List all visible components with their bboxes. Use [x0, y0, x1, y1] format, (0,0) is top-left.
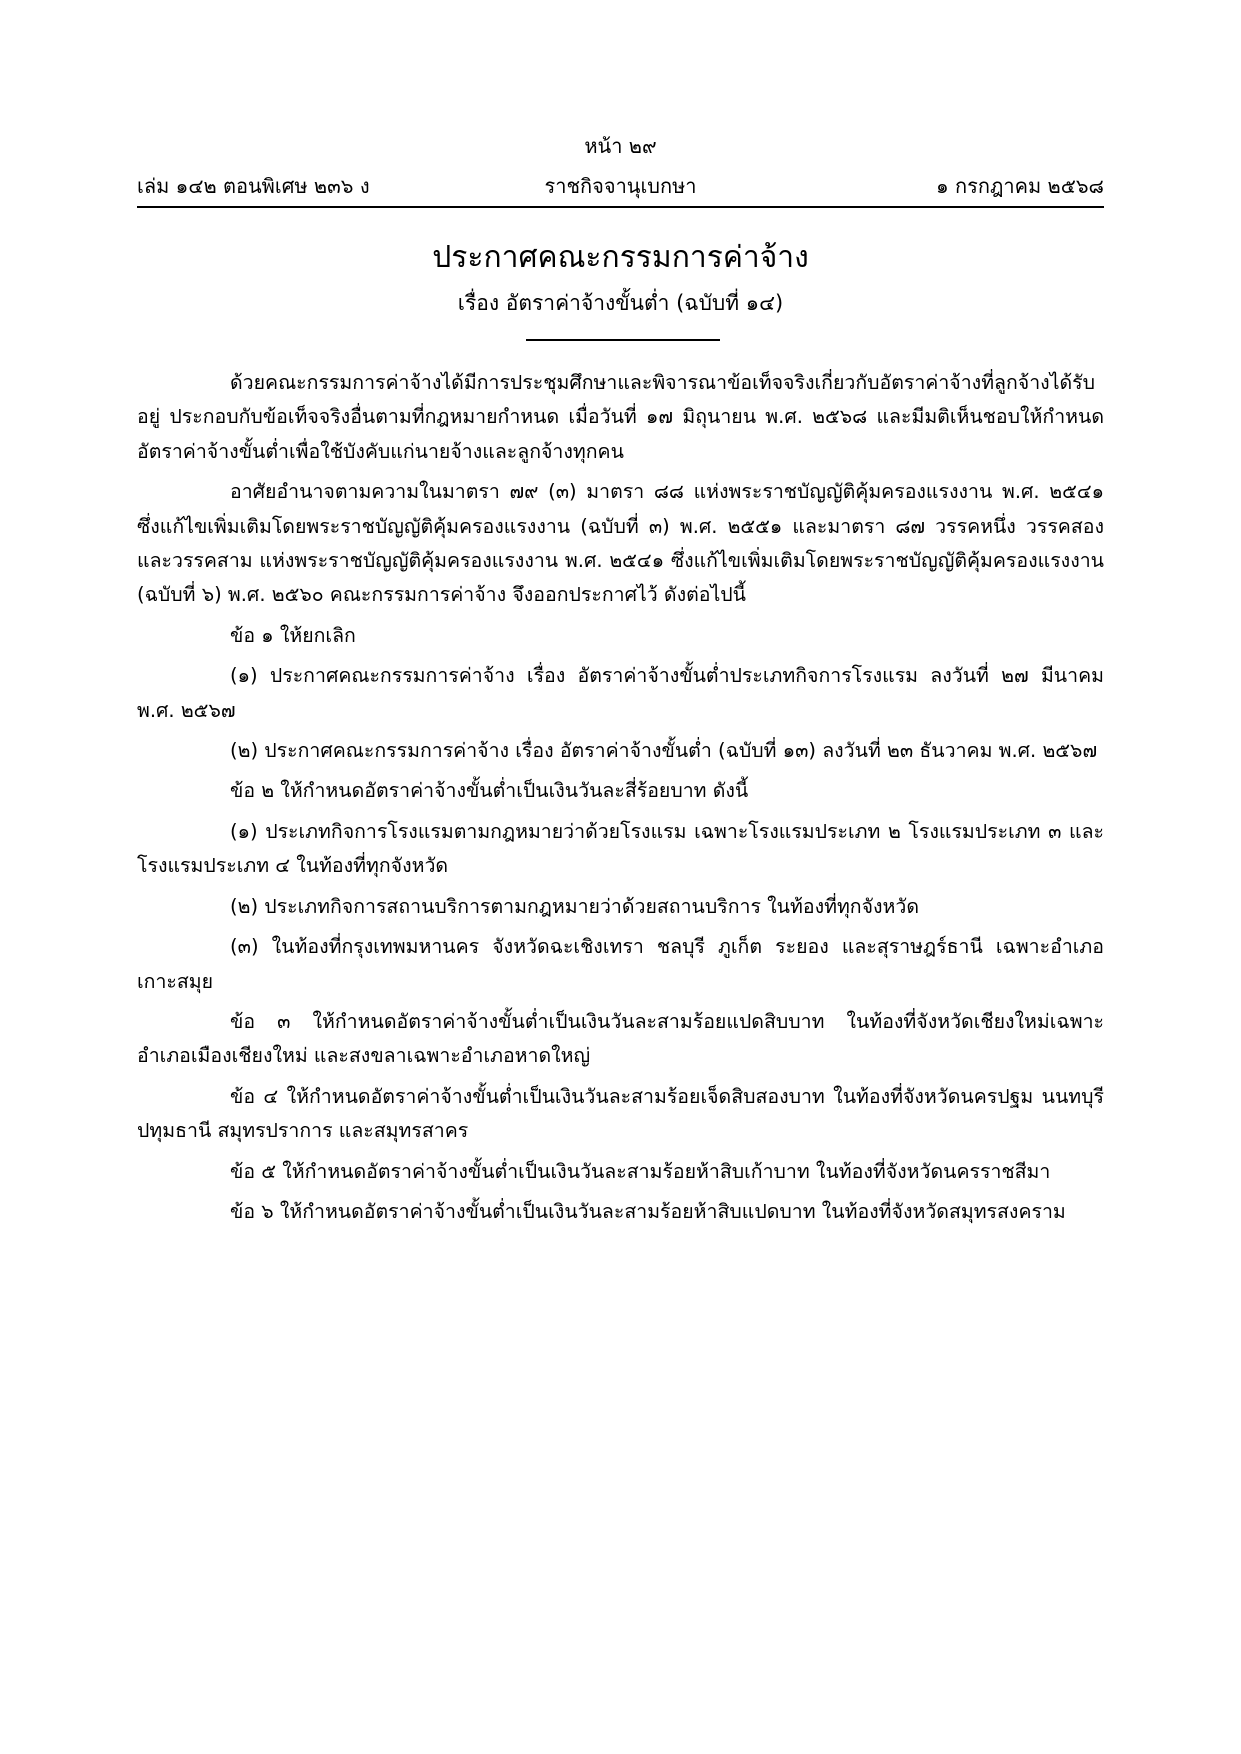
preamble-paragraph: ด้วยคณะกรรมการค่าจ้างได้มีการประชุมศึกษาและพิจารณาข้อเท็จจริงเกี่ยวกับอัตราค่าจ้างที่ลูกจ้างได้รับอยู่ ประกอบกับข้อเท็จจริงอื่นตามที่กฎหมายกำหนด เมื่อวันที่ ๑๗ มิถุนายน พ.ศ. ๒๕๖๘ และมีมติเห็นชอบให้กำหนดอัตราค่าจ้างขั้นต่ำเพื่อใช้บังคับแก่นายจ้างและลูกจ้างทุกคน	[137, 371, 1104, 463]
clause-3: ข้อ ๓ ให้กำหนดอัตราค่าจ้างขั้นต่ำเป็นเงินวันละสามร้อยแปดสิบบาท ในท้องที่จังหวัดเชียงใหม่เฉพาะอำเภอเมืองเชียงใหม่ และสงขลาเฉพาะอำเภอหาดใหญ่	[137, 1009, 1104, 1068]
page-number: หน้า ๒๙	[584, 134, 657, 158]
clause-1-item-2: (๒) ประกาศคณะกรรมการค่าจ้าง เรื่อง อัตราค่าจ้างขั้นต่ำ (ฉบับที่ ๑๓) ลงวันที่ ๒๓ ธันวาคม พ.ศ. ๒๕๖๗	[230, 739, 1098, 763]
gazette-header	[137, 170, 1104, 202]
publication-name: ราชกิจจานุเบกษา	[544, 174, 697, 198]
header-divider	[137, 206, 1104, 208]
authority-paragraph: อาศัยอำนาจตามความในมาตรา ๗๙ (๓) มาตรา ๘๘ แห่งพระราชบัญญัติคุ้มครองแรงงาน พ.ศ. ๒๕๔๑ ซึ่งแก้ไขเพิ่มเติมโดยพระราชบัญญัติคุ้มครองแรงงาน (ฉบับที่ ๓) พ.ศ. ๒๕๕๑ และมาตรา ๘๗ วรรคหนึ่ง วรรคสอง และวรรคสาม แห่งพระราชบัญญัติคุ้มครองแรงงาน พ.ศ. ๒๕๔๑ ซึ่งแก้ไขเพิ่มเติมโดยพระราชบัญญัติคุ้มครองแรงงาน (ฉบับที่ ๖) พ.ศ. ๒๕๖๐ คณะกรรมการค่าจ้าง จึงออกประกาศไว้ ดังต่อไปนี้	[137, 480, 1104, 607]
clause-2: ข้อ ๒ ให้กำหนดอัตราค่าจ้างขั้นต่ำเป็นเงินวันละสี่ร้อยบาท ดังนี้	[230, 779, 749, 803]
volume-issue: เล่ม ๑๔๒ ตอนพิเศษ ๒๓๖ ง	[137, 174, 370, 198]
document-title: ประกาศคณะกรรมการค่าจ้าง	[432, 240, 809, 275]
title-divider	[526, 339, 720, 341]
clause-2-item-3: (๓) ในท้องที่กรุงเทพมหานคร จังหวัดฉะเชิงเทรา ชลบุรี ภูเก็ต ระยอง และสุราษฎร์ธานี เฉพาะอำเภอเกาะสมุย	[137, 935, 1104, 993]
clause-1: ข้อ ๑ ให้ยกเลิก	[230, 623, 356, 647]
clause-5: ข้อ ๕ ให้กำหนดอัตราค่าจ้างขั้นต่ำเป็นเงินวันละสามร้อยห้าสิบเก้าบาท ในท้องที่จังหวัดนครราชสีมา	[230, 1159, 1051, 1183]
clause-2-item-2: (๒) ประเภทกิจการสถานบริการตามกฎหมายว่าด้วยสถานบริการ ในท้องที่ทุกจังหวัด	[230, 894, 920, 918]
clause-2-item-1: (๑) ประเภทกิจการโรงแรมตามกฎหมายว่าด้วยโรงแรม เฉพาะโรงแรมประเภท ๒ โรงแรมประเภท ๓ และโรงแรมประเภท ๔ ในท้องที่ทุกจังหวัด	[137, 819, 1104, 878]
document-subtitle: เรื่อง อัตราค่าจ้างขั้นต่ำ (ฉบับที่ ๑๔)	[457, 291, 784, 315]
publication-date: ๑ กรกฎาคม ๒๕๖๘	[935, 174, 1104, 198]
clause-1-item-1: (๑) ประกาศคณะกรรมการค่าจ้าง เรื่อง อัตราค่าจ้างขั้นต่ำประเภทกิจการโรงแรม ลงวันที่ ๒๗ มีนาคม พ.ศ. ๒๕๖๗	[137, 664, 1104, 722]
clause-6: ข้อ ๖ ให้กำหนดอัตราค่าจ้างขั้นต่ำเป็นเงินวันละสามร้อยห้าสิบแปดบาท ในท้องที่จังหวัดสมุทรสงคราม	[230, 1199, 1066, 1223]
document-body	[137, 366, 1104, 1235]
clause-4: ข้อ ๔ ให้กำหนดอัตราค่าจ้างขั้นต่ำเป็นเงินวันละสามร้อยเจ็ดสิบสองบาท ในท้องที่จังหวัดนครปฐม นนทบุรี ปทุมธานี สมุทรปราการ และสมุทรสาคร	[137, 1084, 1104, 1143]
